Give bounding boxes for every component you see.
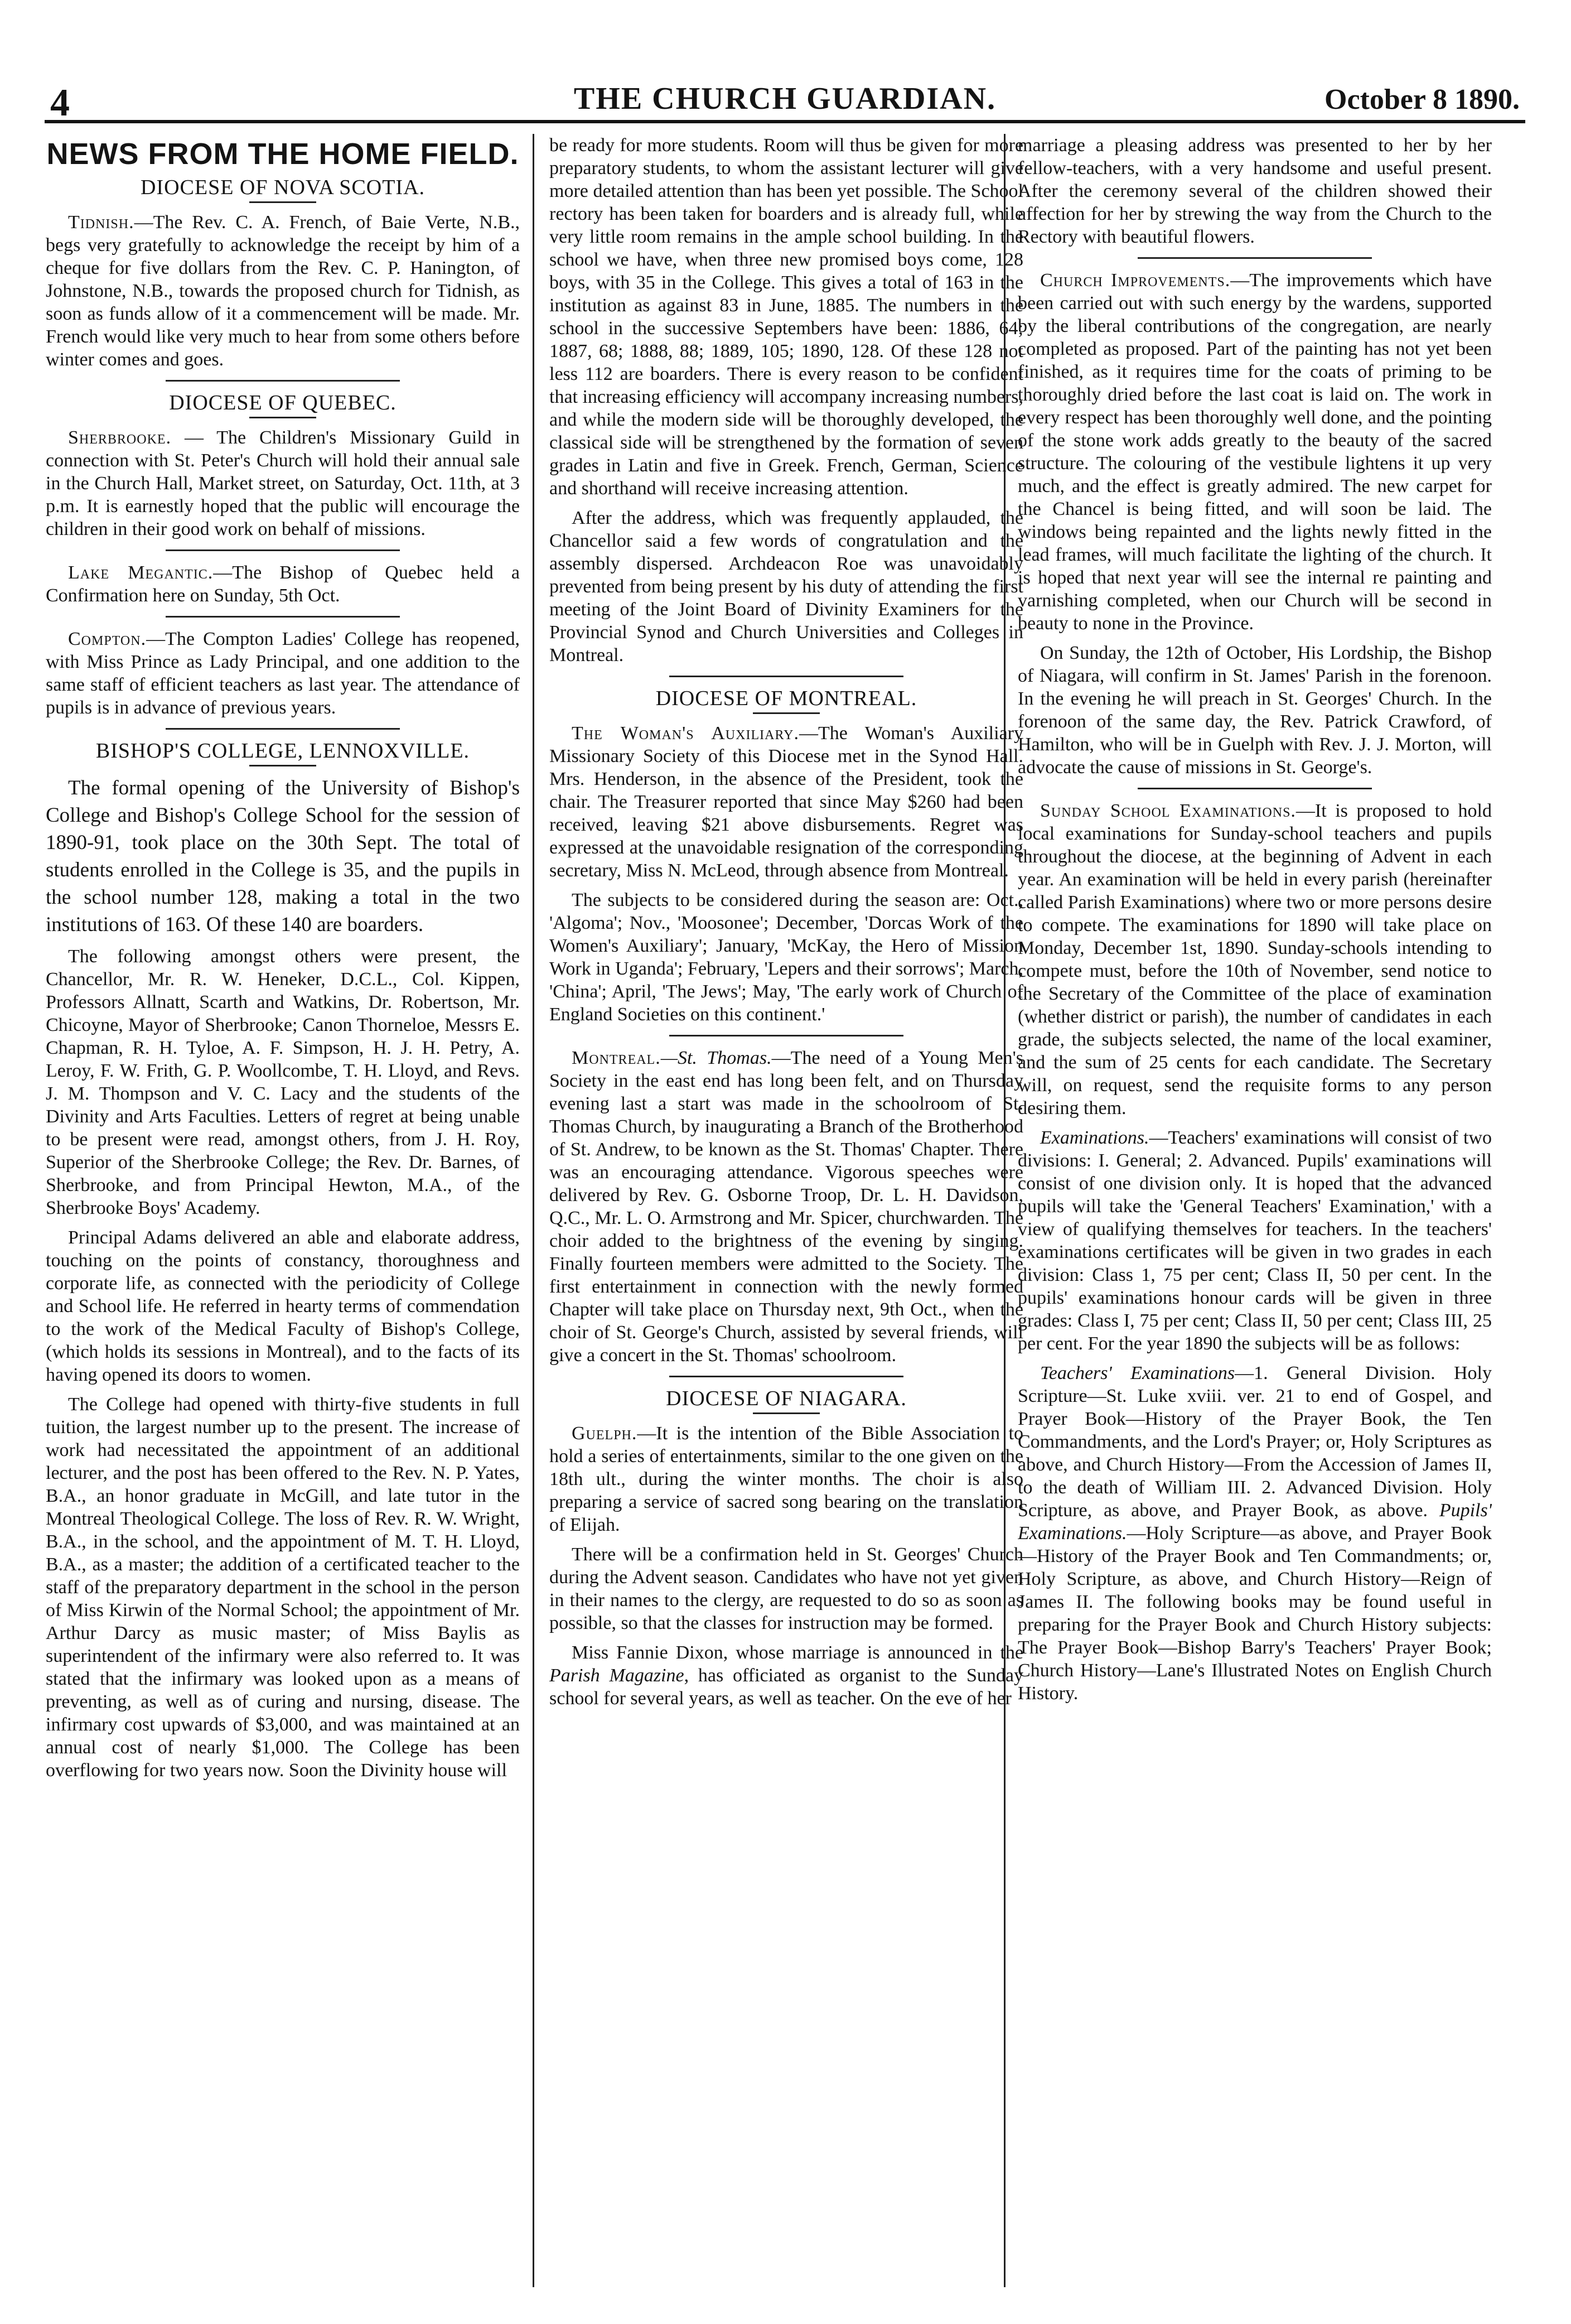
diocese-heading: DIOCESE OF NIAGARA. <box>666 1387 907 1410</box>
article-lead: Guelph. <box>572 1423 637 1444</box>
article-paragraph: be ready for more students. Room will thus be given for more preparatory students, to whom the assistant lecturer will give more detailed attention than has been yet possible. The School rectory has been taken for boarders and is already full, while very little room remains in the ample school building. In the school we have, when three new promised boys come, 128 boys, with 35 in the College. This gives a total of 163 in the institution as against 83 in June, 1885. The numbers in the school in the successive Septembers have been: 1886, 64; 1887, 68; 1888, 88; 1889, 105; 1890, 128. Of these 128 not less 112 are boarders. There is every reason to be confident that increasing efficiency will accompany increasing numbers, and while the modern side will be thoroughly developed, the classical side will be strengthened by the formation of seven grades in Latin and five in Greek. French, German, Science and shorthand will receive increasing attention. <box>549 135 1023 499</box>
article-paragraph: marriage a pleasing address was presented to her by her fellow-teachers, with a very handsome and useful present. After the ceremony several of the children showed their affection for her by strewing the way from the Church to the Rectory with beautiful flowers. <box>1018 135 1492 247</box>
page-number: 4 <box>50 81 70 124</box>
column-2 <box>549 134 1023 2309</box>
article-lead: Tidnish. <box>68 212 134 233</box>
heading-rule <box>249 417 316 418</box>
article-subject: Examinations. <box>1040 1127 1149 1148</box>
section-separator <box>669 676 903 677</box>
article-subject: —St. Thomas. <box>660 1048 772 1068</box>
article-paragraph: Principal Adams delivered an able and elaborate address, touching on the points of constancy, thoroughness and corporate life, as connected with the periodicity of College and School life. He referred in hearty terms of commendation to the work of the Medical Faculty of Bishop's College, (which holds its sessions in Montreal), and to the facts of its having opened its doors to women. <box>46 1227 520 1385</box>
diocese-heading: DIOCESE OF QUEBEC. <box>169 391 397 414</box>
article-paragraph: Lake Megantic.—The Bishop of Quebec held a Confirmation here on Sunday, 5th Oct. <box>46 562 520 606</box>
article-paragraph: Church Improvements.—The improvements which have been carried out with such energy by the wardens, supported by the liberal contributions of the congregation, are nearly completed as proposed. Part of the painting has not yet been finished, as it requires time for the coats of priming to be thoroughly dried before the last coat is laid on. The work in every respect has been thoroughly well done, and the pointing of the stone work adds greatly to the beauty of the sacred structure. The colouring of the vestibule lightens it up very much, and the effect is greatly admired. The new carpet for the Chancel is being fitted, and will soon be laid. The windows being repainted and the lights newly fitted in the lead frames, will much facilitate the lighting of the church. It is hoped that next year will see the internal re painting and varnishing completed, when our Church will be second in beauty to none in the Province. <box>1018 270 1492 634</box>
article-lead: Compton. <box>68 629 147 649</box>
section-headline: NEWS FROM THE HOME FIELD. <box>46 137 519 171</box>
article-paragraph: Montreal.—St. Thomas.—The need of a Young Men's Society in the east end has long been felt, and on Thursday evening last a start was made in the schoolroom of St. Thomas Church, by inaugurating a Branch of the Brotherhood of St. Andrew, to be known as the St. Thomas' Chapter. There was an encouraging attendance. Vigorous speeches were delivered by Rev. G. Osborne Troop, Dr. L. H. Davidson, Q.C., Mr. L. O. Armstrong and Mr. Spicer, churchwarden. The choir added to the brightness of the evening by singing. Finally fourteen members were admitted to the Society. The first entertainment in connection with the newly formed Chapter will take place on Thursday next, 9th Oct., when the choir of St. George's Church, assisted by several friends, will give a concert in the St. Thomas' schoolroom. <box>549 1048 1023 1366</box>
article-lead: Sunday School Examinations. <box>1040 801 1296 821</box>
article-paragraph: The subjects to be considered during the season are: Oct., 'Algoma'; Nov., 'Moosonee'; December, 'Dorcas Work of the Women's Auxiliary'; January, 'McKay, the Hero of Mission Work in Uganda'; February, 'Lepers and their sorrows'; March, 'China'; April, 'The Jews'; May, 'The early work of Church of England Societies on this continent.' <box>549 890 1023 1025</box>
article-paragraph: Examinations.—Teachers' examinations will consist of two divisions: I. General; 2. Advanced. Pupils' examinations will consist of one division only. It is hoped that the advanced pupils will take the 'General Teachers' Examination,' with a view of qualifying themselves for teachers. In the teachers' examinations certificates will be given in two grades in each division: Class 1, 75 per cent; Class II, 50 per cent. In the pupils' examinations honour cards will be given in three grades: Class I, 75 per cent; Class II, 50 per cent; Class III, 25 per cent. For the year 1890 the subjects will be as follows: <box>1018 1127 1492 1354</box>
article-subject: Pupils' Examinations. <box>1018 1500 1492 1544</box>
article-paragraph: Sherbrooke. — The Children's Missionary Guild in connection with St. Peter's Church will hold their annual sale in the Church Hall, Market street, on Saturday, Oct. 11th, at 3 p.m. It is earnestly hoped that the public will encourage the children in their good work on behalf of missions. <box>46 427 520 539</box>
heading-rule <box>249 765 316 766</box>
article-paragraph: Compton.—The Compton Ladies' College has reopened, with Miss Prince as Lady Principal, and one addition to the same staff of efficient teachers as last year. The attendance of pupils is in advance of previous years. <box>46 629 520 718</box>
section-separator <box>669 1376 903 1377</box>
section-separator <box>166 380 400 382</box>
issue-date: October 8 1890. <box>1325 84 1520 115</box>
item-separator <box>669 1035 903 1036</box>
article-paragraph: Miss Fannie Dixon, whose marriage is announced in the Parish Magazine, has officiated as organist to the Sunday school for several years, as well as teacher. On the eve of her <box>549 1642 1023 1709</box>
article-paragraph: Guelph.—It is the intention of the Bible Association to hold a series of entertainments, similar to the one given on the 18th ult., during the winter months. The choir is also preparing a service of sacred song bearing on the translation of Elijah. <box>549 1423 1023 1535</box>
heading-rule <box>249 201 316 203</box>
newspaper-title: THE CHURCH GUARDIAN. <box>573 81 997 116</box>
diocese-heading: DIOCESE OF MONTREAL. <box>655 687 917 710</box>
article-paragraph: On Sunday, the 12th of October, His Lordship, the Bishop of Niagara, will confirm in St. James' Parish in the forenoon. In the evening he will preach in St. Georges' Church. In the forenoon of the same day, the Rev. Patrick Crawford, of Hamilton, who will be in Guelph with Rev. J. J. Morton, will advocate the cause of missions in St. George's. <box>1018 643 1492 778</box>
article-lead: Montreal. <box>572 1048 661 1068</box>
article-paragraph: The formal opening of the University of Bishop's College and Bishop's College School for the session of 1890-91, took place on the 30th Sept. The total of students enrolled in the College is 35, and the pupils in the school number 128, making a total in the two institutions of 163. Of these 140 are boarders. <box>46 777 520 936</box>
page-header <box>45 70 1525 123</box>
item-separator <box>166 616 400 618</box>
item-separator <box>1138 257 1372 259</box>
article-subject: Teachers' Examinations <box>1040 1363 1235 1383</box>
article-paragraph: There will be a confirmation held in St. Georges' Church during the Advent season. Candidates who have not yet given in their names to the clergy, are requested to do so as soon as possible, so that the classes for instruction may be formed. <box>549 1544 1023 1633</box>
article-paragraph: The Woman's Auxiliary.—The Woman's Auxiliary Missionary Society of this Diocese met in the Synod Hall. Mrs. Henderson, in the absence of the President, took the chair. The Treasurer reported that since May $260 had been received, leaving $21 above disbursements. Regret was expressed at the unavoidable resignation of the corresponding secretary, Miss N. McLeod, through absence from Montreal. <box>549 723 1023 881</box>
publication-name: Parish Magazine <box>549 1665 684 1686</box>
article-lead: The Woman's Auxiliary. <box>572 723 799 744</box>
heading-rule <box>753 712 820 714</box>
item-separator <box>1138 788 1372 789</box>
heading-rule <box>753 1412 820 1414</box>
article-lead: Sherbrooke. <box>68 427 172 448</box>
column-rule <box>533 134 534 2287</box>
diocese-heading: DIOCESE OF NOVA SCOTIA. <box>140 176 426 199</box>
column-1 <box>46 134 520 2309</box>
item-separator <box>166 549 400 551</box>
article-paragraph: Sunday School Examinations.—It is proposed to hold local examinations for Sunday-school teachers and pupils throughout the diocese, at the beginning of Advent in each year. An examination will be held in every parish (hereinafter called Parish Examinations) where two or more persons desire to compete. The examinations for 1890 will take place on Monday, December 1st, 1890. Sunday-schools intending to compete must, before the 10th of November, send notice to the Secretary of the Committee of the place of examination (whether district or parish), the number of candidates in each grade, the subjects selected, the name of the local examiner, and the sum of 25 cents for each candidate. The Secretary will, on request, send the requisite forms to any person desiring them. <box>1018 801 1492 1118</box>
article-lead: Church Improvements. <box>1040 270 1231 291</box>
article-paragraph: The College had opened with thirty-five students in full tuition, the largest number up to the present. The increase of work had necessitated the appointment of an additional lecturer, and the post has been offered to the Rev. N. P. Yates, B.A., an honor graduate in McGill, and late tutor in the Montreal Theological College. The loss of Rev. R. W. Wright, B.A., in the school, and the appointment of M. T. H. Lloyd, B.A., as a master; the addition of a certificated teacher to the staff of the preparatory department in the school in the person of Miss Kirwin of the Normal School; the appointment of Mr. Arthur Darcy as music master; of Miss Baylis as superintendent of the infirmary were also referred to. It was stated that the infirmary was looked upon as a means of preventing, as well as of curing and nursing, disease. The infirmary cost upwards of $3,000, and was maintained at an annual cost of nearly $1,000. The College has been overflowing for two years now. Soon the Divinity house will <box>46 1394 520 1781</box>
article-paragraph: After the address, which was frequently applauded, the Chancellor said a few words of congratulation and the assembly dispersed. Archdeacon Roe was unavoidably prevented from being present by his duty of attending the first meeting of the Joint Board of Divinity Examiners for the Provincial Synod and Church Universities and Colleges in Montreal. <box>549 508 1023 666</box>
column-3 <box>1018 134 1492 2309</box>
section-separator <box>166 728 400 730</box>
article-lead: Lake Megantic. <box>68 562 214 583</box>
college-heading: BISHOP'S COLLEGE, LENNOXVILLE. <box>95 739 470 763</box>
article-paragraph: Teachers' Examinations—1. General Division. Holy Scripture—St. Luke xviii. ver. 21 to end of Gospel, and Prayer Book—History of the Prayer Book, the Ten Commandments, and the Lord's Prayer; or, Holy Scriptures as above, and Church History—From the Accession of James II, to the death of William III. 2. Advanced Division. Holy Scripture, as above, and Prayer Book, as above. Pupils' Examinations.—Holy Scripture—as above, and Prayer Book—History of the Prayer Book and Ten Commandments; or, Holy Scripture, as above, and Church History—Reign of James II. The following books may be found useful in preparing for the Prayer Book and Church History subjects: The Prayer Book—Bishop Barry's Teachers' Prayer Book; Church History—Lane's Illustrated Notes on English Church History. <box>1018 1363 1492 1704</box>
article-paragraph: Tidnish.—The Rev. C. A. French, of Baie Verte, N.B., begs very gratefully to acknowledge the receipt by him of a cheque for five dollars from the Rev. C. P. Hanington, of Johnstone, N.B., towards the proposed church for Tidnish, as soon as funds allow of it a commencement will be made. Mr. French would like very much to hear from some others before winter comes and goes. <box>46 212 520 370</box>
article-paragraph: The following amongst others were present, the Chancellor, Mr. R. W. Heneker, D.C.L., Col. Kippen, Professors Allnatt, Scarth and Watkins, Dr. Robertson, Mr. Chicoyne, Mayor of Sherbrooke; Canon Thorneloe, Messrs E. Chapman, R. H. Tyloe, A. F. Simpson, H. J. H. Petry, A. Leroy, F. W. Frith, G. P. Woollcombe, T. H. Lloyd, and Revs. J. M. Thompson and V. C. Lacy and the students of the Divinity and Arts Faculties. Letters of regret at being unable to be present were read, amongst others, from J. H. Roy, Superior of the Sherbrooke College; the Rev. Dr. Barnes, of Sherbrooke, and from Principal Hewton, M.A., of the Sherbrooke Boys' Academy. <box>46 946 520 1218</box>
